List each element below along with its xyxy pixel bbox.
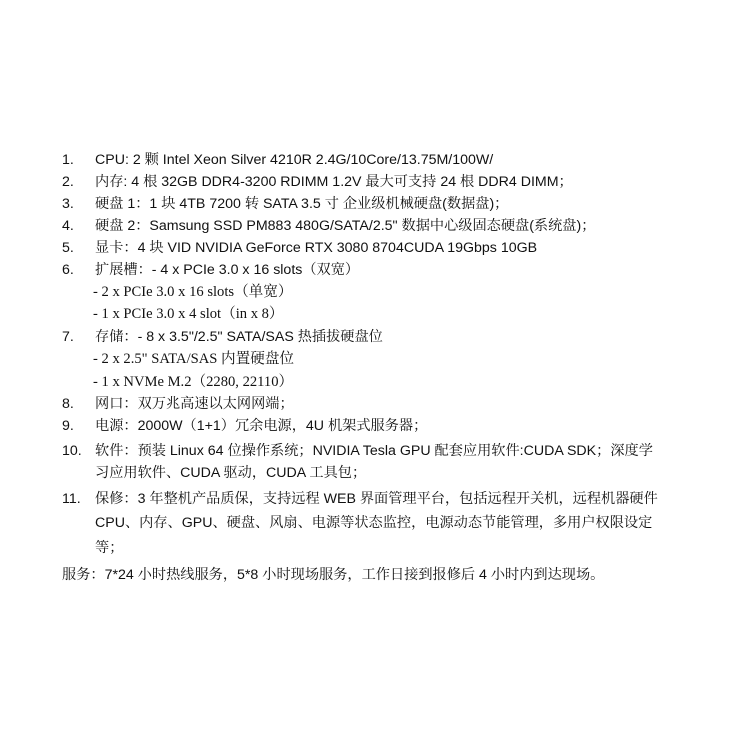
item-number: 2. xyxy=(62,174,74,190)
item-text: 保修：3 年整机产品质保，支持远程 WEB 界面管理平台，包括远程开关机，远程机器硬件 xyxy=(95,491,658,507)
spec-item-storage xyxy=(0,325,750,349)
item-continuation: - 2 x PCIe 3.0 x 16 slots（单宽） xyxy=(93,284,293,300)
spec-item-slots xyxy=(0,258,750,282)
item-number: 8. xyxy=(62,396,74,412)
item-number: 11. xyxy=(62,491,81,507)
item-number: 3. xyxy=(62,196,74,212)
spec-item-software-line2 xyxy=(0,461,750,485)
item-number: 1. xyxy=(62,152,74,168)
spec-item-storage-line3 xyxy=(0,370,750,394)
item-number: 10. xyxy=(62,443,82,459)
spec-item-cpu xyxy=(0,148,750,172)
item-text: 显卡：4 块 VID NVIDIA GeForce RTX 3080 8704CUDA 19Gbps 10GB xyxy=(95,240,538,256)
spec-item-power xyxy=(0,414,750,438)
item-number: 5. xyxy=(62,240,74,256)
spec-item-network xyxy=(0,392,750,416)
spec-item-software xyxy=(0,439,750,463)
item-text: 电源：2000W（1+1）冗余电源，4U 机架式服务器； xyxy=(95,418,428,434)
item-text: 网口：双万兆高速以太网网端； xyxy=(95,396,294,412)
item-text: 软件：预装 Linux 64 位操作系统；NVIDIA Tesla GPU 配套应用软件:CUDA SDK；深度学 xyxy=(95,443,653,459)
item-text: 扩展槽：- 4 x PCIe 3.0 x 16 slots（双宽） xyxy=(95,262,360,278)
item-continuation: - 1 x PCIe 3.0 x 4 slot（in x 8） xyxy=(93,306,284,322)
item-text: CPU: 2 颗 Intel Xeon Silver 4210R 2.4G/10Core/13.75M/100W/ xyxy=(95,152,494,168)
spec-item-hdd1 xyxy=(0,192,750,216)
item-continuation: CPU、内存、GPU、硬盘、风扇、电源等状态监控，电源动态节能管理，多用户权限设定 xyxy=(95,515,653,531)
item-text: 硬盘 2：Samsung SSD PM883 480G/SATA/2.5" 数据中心级固态硬盘(系统盘)； xyxy=(95,218,596,234)
item-number: 9. xyxy=(62,418,74,434)
item-number: 4. xyxy=(62,218,74,234)
item-continuation: 等； xyxy=(95,540,124,556)
spec-item-gpu xyxy=(0,236,750,260)
item-continuation: - 2 x 2.5" SATA/SAS 内置硬盘位 xyxy=(93,351,295,367)
item-continuation: - 1 x NVMe M.2（2280, 22110） xyxy=(93,374,294,390)
spec-item-memory xyxy=(0,170,750,194)
service-footer xyxy=(0,563,750,587)
spec-item-warranty xyxy=(0,487,750,511)
spec-item-storage-line2 xyxy=(0,347,750,371)
item-continuation: 习应用软件、CUDA 驱动，CUDA 工具包； xyxy=(95,465,367,481)
item-number: 6. xyxy=(62,262,74,278)
service-text: 服务：7*24 小时热线服务，5*8 小时现场服务，工作日接到报修后 4 小时内到达现场。 xyxy=(62,567,605,583)
spec-item-slots-line3 xyxy=(0,302,750,326)
spec-item-warranty-line3 xyxy=(0,536,750,560)
item-text: 内存: 4 根 32GB DDR4-3200 RDIMM 1.2V 最大可支持 24 根 DDR4 DIMM； xyxy=(95,174,573,190)
spec-item-slots-line2 xyxy=(0,280,750,304)
item-text: 存储：- 8 x 3.5"/2.5" SATA/SAS 热插拔硬盘位 xyxy=(95,329,383,345)
spec-item-hdd2 xyxy=(0,214,750,238)
item-text: 硬盘 1：1 块 4TB 7200 转 SATA 3.5 寸 企业级机械硬盘(数据盘)； xyxy=(95,196,509,212)
item-number: 7. xyxy=(62,329,74,345)
spec-item-warranty-line2 xyxy=(0,511,750,535)
